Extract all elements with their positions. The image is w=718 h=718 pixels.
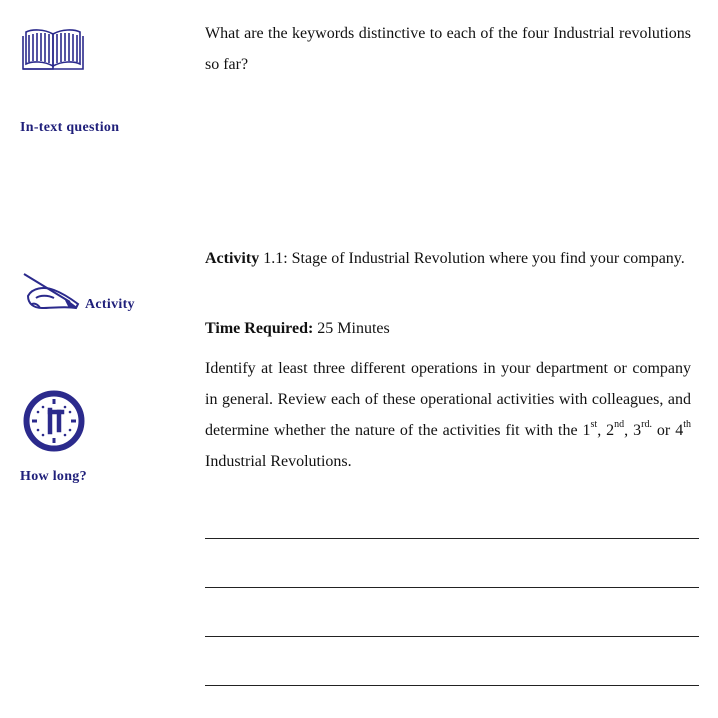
activity-heading (205, 243, 691, 274)
ordinal-3: $3^{rd.}$ (633, 418, 652, 439)
activity-heading-label: Activity (205, 250, 260, 267)
answer-line[interactable] (205, 685, 699, 686)
activity-body-text: Identify at least three different operations in your department or company in general. Review each of these operational activities with colleagues, and determine whether the nature of the activities fit with the (205, 360, 691, 439)
activity-heading-text: 1.1: Stage of Industrial Revolution where you find your company. (259, 250, 685, 267)
activity-body: Identify at least three different operations in your department or company in general. Review each of these operational activities with colleagues, and determine whether the nature of the activities fit with the 1st, 2nd, $3^{rd.}$ or 4th Industrial Revolutions. (205, 360, 692, 470)
clock-icon (23, 390, 85, 452)
answer-line[interactable] (205, 587, 699, 588)
in-text-question-text: What are the keywords distinctive to each of the four Industrial revolutions so far? (205, 25, 691, 73)
writing-hand-icon (22, 270, 84, 312)
time-required-value: 25 Minutes (313, 320, 390, 337)
time-required-label: Time Required: (205, 320, 314, 337)
how-long-label: How long? (20, 469, 87, 484)
ordinal-1: 1st (582, 418, 598, 439)
activity-body-tail: Industrial Revolutions. (205, 453, 352, 470)
ordinal-4: 4th (675, 418, 692, 439)
answer-line[interactable] (205, 636, 699, 637)
open-book-icon (22, 26, 84, 72)
in-text-question-label: In-text question (20, 120, 120, 135)
activity-label: Activity (85, 297, 135, 312)
answer-line[interactable] (205, 538, 699, 539)
ordinal-2: 2nd (606, 418, 625, 439)
time-required (205, 313, 691, 344)
